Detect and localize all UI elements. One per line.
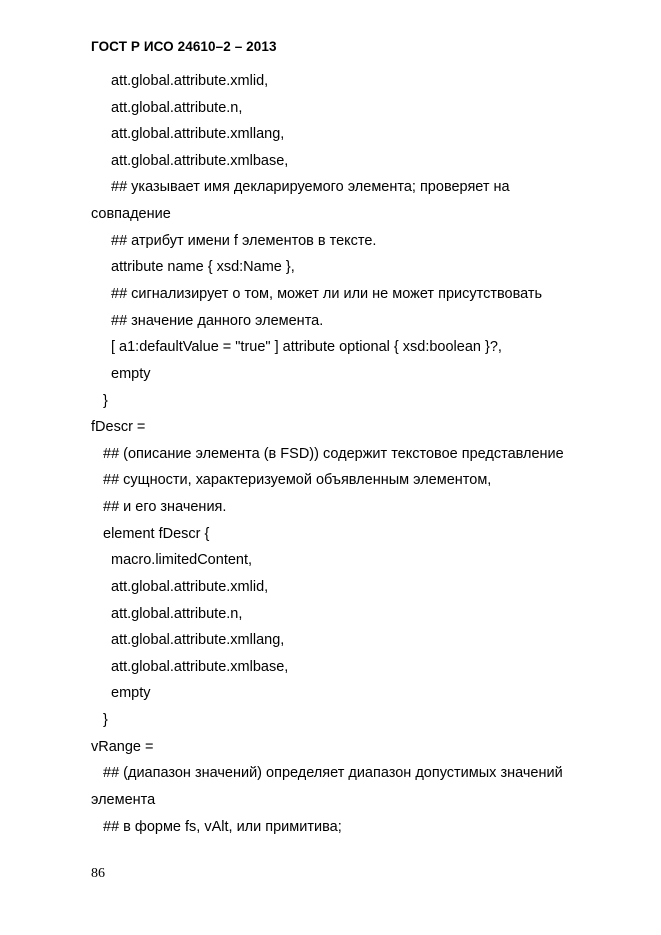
code-line-8: attribute name { xsd:Name }, <box>111 259 295 275</box>
comment-line-15: ## (описание элемента (в FSD)) содержит текстовое представление <box>103 446 564 462</box>
code-line-2: att.global.attribute.n, <box>111 100 243 116</box>
code-line-24: empty <box>111 685 151 701</box>
comment-line-16: ## сущности, характеризуемой объявленным элементом, <box>103 472 492 488</box>
closing-brace-25: } <box>103 712 108 728</box>
code-line-3: att.global.attribute.xmllang, <box>111 126 285 142</box>
comment-line-7: ## атрибут имени f элементов в тексте. <box>111 233 377 249</box>
document-header: ГОСТ Р ИСО 24610–2 – 2013 <box>91 39 277 54</box>
definition-line-26: vRange = <box>91 739 154 755</box>
code-line-1: att.global.attribute.xmlid, <box>111 73 269 89</box>
code-line-22: att.global.attribute.xmllang, <box>111 632 285 648</box>
page-number: 86 <box>91 866 105 881</box>
code-line-23: att.global.attribute.xmlbase, <box>111 659 289 675</box>
definition-line-14: fDescr = <box>91 419 146 435</box>
code-line-12: empty <box>111 366 151 382</box>
wrapped-text-line-28: элемента <box>91 792 156 808</box>
wrapped-text-line-6: совпадение <box>91 206 171 222</box>
closing-brace-13: } <box>103 393 108 409</box>
code-line-21: att.global.attribute.n, <box>111 606 243 622</box>
comment-line-27: ## (диапазон значений) определяет диапазон допустимых значений <box>103 765 563 781</box>
code-line-20: att.global.attribute.xmlid, <box>111 579 269 595</box>
comment-line-10: ## значение данного элемента. <box>111 313 324 329</box>
comment-line-29: ## в форме fs, vAlt, или примитива; <box>103 819 342 835</box>
comment-line-17: ## и его значения. <box>103 499 227 515</box>
code-line-4: att.global.attribute.xmlbase, <box>111 153 289 169</box>
comment-line-9: ## сигнализирует о том, может ли или не может присутствовать <box>111 286 543 302</box>
code-line-18: element fDescr { <box>103 526 210 542</box>
code-line-11: [ a1:defaultValue = "true" ] attribute optional { xsd:boolean }?, <box>111 339 502 355</box>
code-line-19: macro.limitedContent, <box>111 552 253 568</box>
comment-line-5: ## указывает имя декларируемого элемента; проверяет на <box>111 179 510 195</box>
